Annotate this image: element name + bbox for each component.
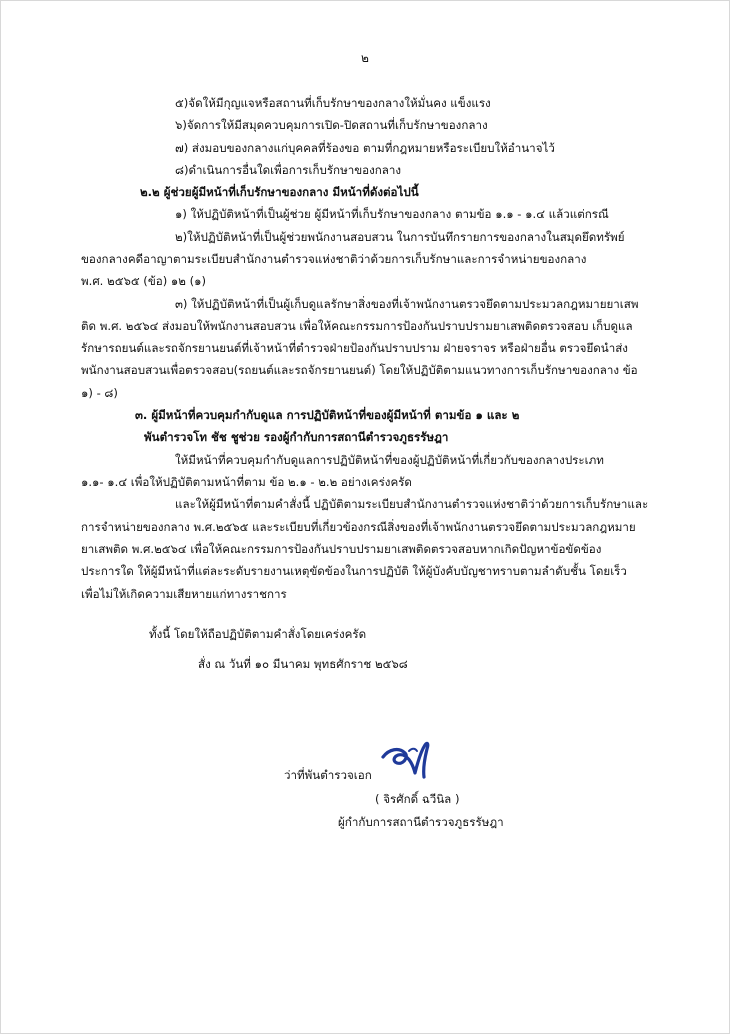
section-3-regulation-cont-4: เพื่อไม่ให้เกิดความเสียหายแก่ทางราชการ bbox=[81, 587, 287, 601]
order-date: สั่ง ณ วันที่ ๑๐ มีนาคม พุทธศักราช ๒๕๖๘ bbox=[198, 657, 408, 671]
handwritten-signature bbox=[379, 739, 439, 783]
item-6-text: ๖)จัดการให้มีสมุดควบคุมการเปิด-ปิดสถานที่เก็บรักษาของกลาง bbox=[175, 118, 488, 132]
signer-rank: ว่าที่พันตำรวจเอก bbox=[284, 768, 372, 782]
section-2-2-heading: ๒.๒ ผู้ช่วยผู้มีหน้าที่เก็บรักษาของกลาง มีหน้าที่ดังต่อไปนี้ bbox=[140, 185, 419, 199]
section-3-regulation-cont-2: ยาเสพติด พ.ศ.๒๕๖๔ เพื่อให้คณะกรรมการป้องกันปราบปรามยาเสพติดตรวจสอบหากเกิดปัญหาข้อขัดข้อง bbox=[81, 542, 602, 556]
page-number: ๒ bbox=[361, 51, 369, 65]
section-2-2-item-3: ๓) ให้ปฏิบัติหน้าที่เป็นผู้เก็บดูแลรักษาสิ่งของที่เจ้าพนักงานตรวจยึดตามประมวลกฎหมายยาเสพ bbox=[175, 297, 639, 311]
section-2-2-item-2-cont-2: พ.ศ. ๒๕๖๕ (ข้อ) ๑๒ (๑) bbox=[81, 274, 207, 288]
section-2-2-item-1: ๑) ให้ปฏิบัติหน้าที่เป็นผู้ช่วย ผู้มีหน้าที่เก็บรักษาของกลาง ตามข้อ ๑.๑ - ๑.๔ แล้วแต่กรณี bbox=[175, 207, 609, 221]
item-7-text: ๗) ส่งมอบของกลางแก่บุคคลที่ร้องขอ ตามที่กฎหมายหรือระเบียบให้อำนาจไว้ bbox=[175, 141, 555, 155]
signer-name: ( จิรศักดิ์ ฉวีนิล ) bbox=[375, 792, 460, 806]
item-8-text: ๘)ดำเนินการอื่นใดเพื่อการเก็บรักษาของกลาง bbox=[175, 163, 402, 177]
closing-statement: ทั้งนี้ โดยให้ถือปฏิบัติตามคำสั่งโดยเคร่งครัด bbox=[149, 627, 367, 641]
section-2-2-item-3-cont-4: ๑) - ๘) bbox=[81, 386, 118, 400]
section-3-officer: พันตำรวจโท ชัช ชูช่วย รองผู้กำกับการสถานีตำรวจภูธรรัษฎา bbox=[144, 430, 449, 444]
item-5-text: ๕)จัดให้มีกุญแจหรือสถานที่เก็บรักษาของกลางให้มั่นคง แข็งแรง bbox=[175, 96, 491, 110]
section-3-regulation-cont-3: ประการใด ให้ผู้มีหน้าที่แต่ละระดับรายงานเหตุขัดข้องในการปฏิบัติ ให้ผู้บังคับบัญชาทราบตามลำดับชั้น โดยเร็ว bbox=[81, 564, 627, 578]
section-3-duty: ให้มีหน้าที่ควบคุมกำกับดูแลการปฏิบัติหน้าที่ของผู้ปฏิบัติหน้าที่เกี่ยวกับของกลางประเภท bbox=[175, 453, 604, 467]
section-2-2-item-3-cont-1: ติด พ.ศ. ๒๕๖๔ ส่งมอบให้พนักงานสอบสวน เพื่อให้คณะกรรมการป้องกันปราบปรามยาเสพติดตรวจสอบ เก็บดูแล bbox=[81, 319, 633, 333]
section-2-2-item-3-cont-3: พนักงานสอบสวนเพื่อตรวจสอบ(รถยนต์และรถจักรยานยนต์) โดยให้ปฏิบัติตามแนวทางการเก็บรักษาของกลาง ข้อ bbox=[81, 363, 638, 377]
signer-position: ผู้กำกับการสถานีตำรวจภูธรรัษฎา bbox=[338, 815, 504, 829]
section-2-2-item-2-cont-1: ของกลางคดีอาญาตามระเบียบสำนักงานตำรวจแห่งชาติว่าด้วยการเก็บรักษาและการจำหน่ายของกลาง bbox=[81, 252, 587, 266]
section-3-regulation: และให้ผู้มีหน้าที่ตามคำสั่งนี้ ปฏิบัติตามระเบียบสำนักงานตำรวจแห่งชาติว่าด้วยการเก็บรักษาและ bbox=[175, 497, 649, 511]
section-2-2-item-3-cont-2: รักษารถยนต์และรถจักรยานยนต์ที่เจ้าหน้าที่ตำรวจฝ่ายป้องกันปราบปราม ฝ่ายจราจร หรือฝ่ายอื่น ตรวจยึดนำส่ง bbox=[81, 341, 628, 355]
section-3-duty-cont: ๑.๑- ๑.๔ เพื่อให้ปฏิบัติตามหน้าที่ตาม ข้อ ๒.๑ - ๒.๒ อย่างเคร่งครัด bbox=[81, 475, 412, 489]
section-2-2-item-2: ๒)ให้ปฏิบัติหน้าที่เป็นผู้ช่วยพนักงานสอบสวน ในการบันทึกรายการของกลางในสมุดยึดทรัพย์ bbox=[175, 230, 625, 244]
section-3-heading: ๓. ผู้มีหน้าที่ควบคุมกำกับดูแล การปฏิบัติหน้าที่ของผู้มีหน้าที่ ตามข้อ ๑ และ ๒ bbox=[135, 408, 520, 422]
section-3-regulation-cont-1: การจำหน่ายของกลาง พ.ศ.๒๕๖๕ และระเบียบที่เกี่ยวข้องกรณีสิ่งของที่เจ้าพนักงานตรวจยึดตามประมวลกฎหมาย bbox=[81, 520, 636, 534]
